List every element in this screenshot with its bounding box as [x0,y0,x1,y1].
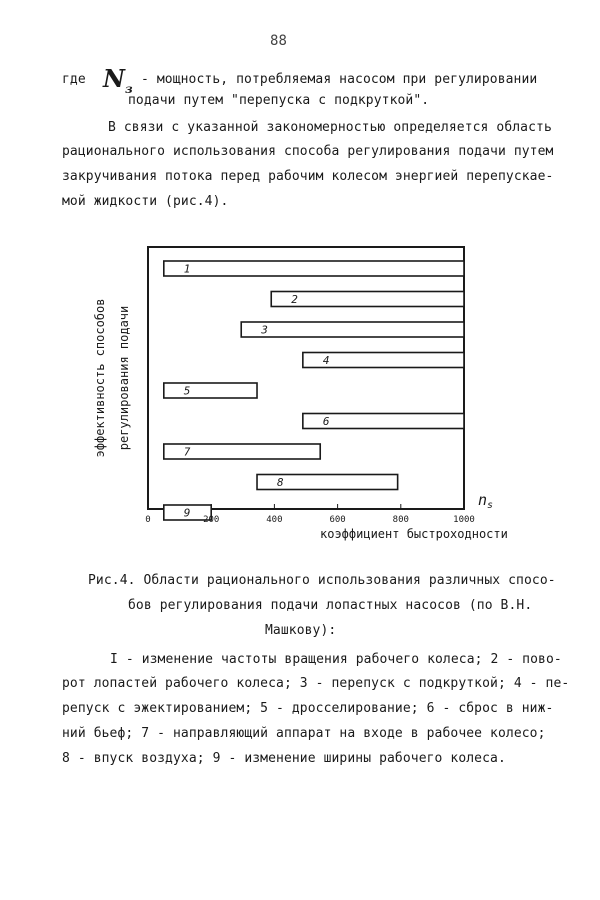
chart-bars [164,261,464,520]
bar-label-5: 5 [183,384,191,398]
formula-line-1: - мощность, потребляемая насосом при регулировании [141,72,538,87]
bar-3 [241,322,464,337]
paragraph-line-2: рационального использования способа регулирования подачи путем [62,144,554,159]
legend-line-3: репуск с эжектированием; 5 - дросселирование; 6 - сброс в ниж- [62,701,554,716]
formula-line-2: подачи путем "перепуска с подкруткой". [128,93,430,108]
paragraph-line-1: В связи с указанной закономерностью определяется область [108,120,552,135]
bar-label-7: 7 [183,445,191,459]
x-tick-label-800: 800 [392,515,409,525]
y-axis-label-line-1: эффективность способов [93,298,107,458]
formula-prefix: где [62,72,86,87]
bar-label-6: 6 [322,415,330,428]
y-axis-label-line-2: регулирования подачи [117,305,131,451]
formula-symbol-n: N [103,64,125,93]
legend-line-2: рот лопастей рабочего колеса; 3 - перепуск с подкруткой; 4 - пе- [62,676,570,691]
x-symbol [478,491,493,511]
bar-label-9: 9 [183,506,191,520]
legend-line-5: 8 - впуск воздуха; 9 - изменение ширины рабочего колеса. [62,751,506,766]
bar-1 [164,261,464,276]
x-axis-label: коэффициент быстроходности [320,527,508,541]
x-tick-label-0: 0 [145,515,151,525]
paragraph-line-3: закручивания потока перед рабочим колесом энергией перепускае- [62,169,554,184]
bar-label-8: 8 [277,476,284,489]
paragraph-line-4: мой жидкости (рис.4). [62,194,229,209]
x-tick-label-200: 200 [203,515,220,525]
x-symbol-n: n [478,491,488,509]
bar-5 [164,383,257,398]
caption-line-3: Машкову): [265,623,337,638]
x-tick-label-400: 400 [266,515,283,525]
chart-frame [148,247,464,509]
bar-label-2: 2 [291,293,298,306]
bar-label-4: 4 [322,354,330,367]
bar-label-3: 3 [261,323,268,337]
x-tick-label-1000: 1000 [453,515,475,525]
bar-label-1: 1 [183,262,191,276]
legend-line-4: ний бьеф; 7 - направляющий аппарат на входе в рабочее колесо; [62,726,546,741]
caption-line-2: бов регулирования подачи лопастных насосов (по В.Н. [128,598,533,613]
formula-symbol-sub: з [124,81,133,96]
legend-line-1: I - изменение частоты вращения рабочего колеса; 2 - пово- [110,652,562,667]
x-symbol-sub: s [487,500,494,511]
caption-line-1: Рис.4. Области рационального использования различных спосо- [88,573,556,588]
x-tick-label-600: 600 [329,515,346,525]
bar-2 [271,292,464,307]
page-number: 88 [270,33,288,49]
